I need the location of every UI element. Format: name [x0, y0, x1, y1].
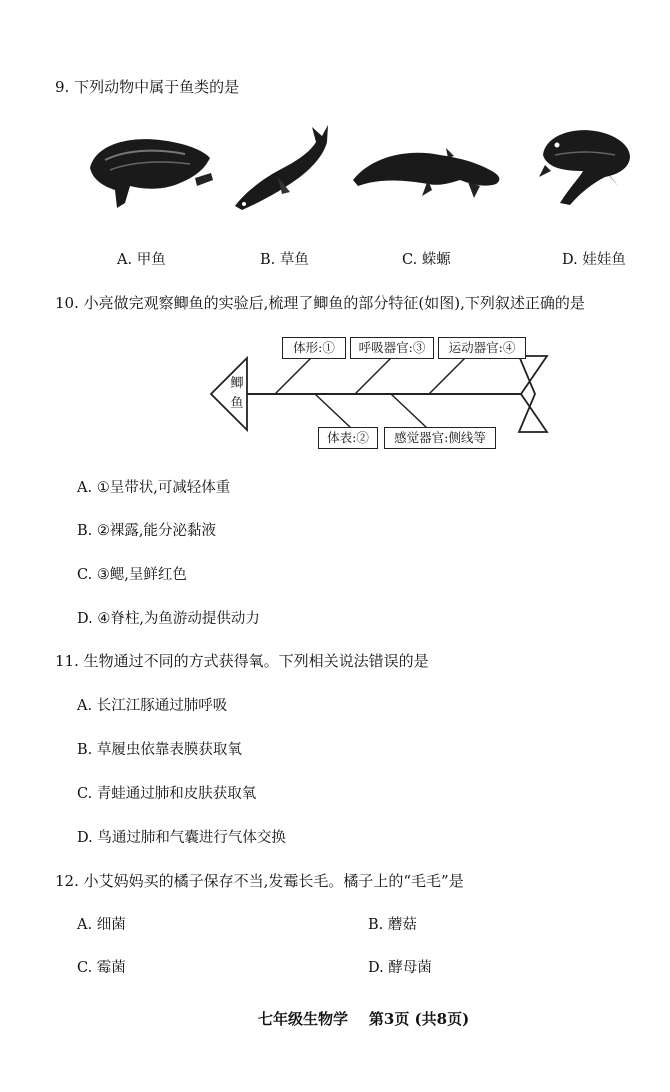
q10-stem: 10. 小亮做完观察鲫鱼的实验后,梳理了鲫鱼的部分特征(如图),下列叙述正确的是 [55, 294, 585, 312]
q10-option-d: D. ④脊柱,为鱼游动提供动力 [77, 611, 260, 627]
fish-head-char-1: 鲫 [230, 376, 244, 391]
q11-option-d: D. 鸟通过肺和气囊进行气体交换 [77, 830, 286, 846]
q12-option-c: C. 霉菌 [77, 960, 126, 976]
q12-option-d: D. 酵母菌 [368, 960, 432, 976]
q9-option-a: A. 甲鱼 [117, 252, 166, 268]
q10-option-c: C. ③鳃,呈鲜红色 [77, 567, 187, 583]
q9-stem: 9. 下列动物中属于鱼类的是 [55, 78, 240, 96]
fish-tail-shape [519, 356, 547, 432]
box-respiratory-organ: 呼吸器官:③ [350, 337, 434, 359]
q12-stem: 12. 小艾妈妈买的橘子保存不当,发霉长毛。橘子上的“毛毛”是 [55, 872, 464, 890]
page-footer: 七年级生物学 第3页 (共8页) [258, 1010, 470, 1028]
turtle-icon [85, 128, 215, 213]
q12-option-a: A. 细菌 [77, 917, 126, 933]
q9-option-c: C. 蝾螈 [402, 252, 451, 268]
q10-option-a: A. ①呈带状,可减轻体重 [77, 480, 231, 496]
giant-salamander-icon [535, 125, 635, 210]
q11-stem: 11. 生物通过不同的方式获得氧。下列相关说法错误的是 [55, 652, 429, 670]
q10-option-b: B. ②裸露,能分泌黏液 [77, 523, 216, 539]
q9-option-b: B. 草鱼 [260, 252, 309, 268]
newt-icon [350, 140, 505, 202]
q9-option-d: D. 娃娃鱼 [562, 252, 626, 268]
fish-icon [230, 122, 335, 214]
q11-option-a: A. 长江江豚通过肺呼吸 [77, 698, 228, 714]
box-body-shape: 体形:① [282, 337, 346, 359]
box-sense-organ: 感觉器官:侧线等 [384, 427, 496, 449]
box-motor-organ: 运动器官:④ [438, 337, 526, 359]
q11-option-b: B. 草履虫依靠表膜获取氧 [77, 742, 242, 758]
q12-option-b: B. 蘑菇 [368, 917, 417, 933]
box-body-surface: 体表:② [318, 427, 378, 449]
q11-option-c: C. 青蛙通过肺和皮肤获取氧 [77, 786, 257, 802]
fish-head-char-2: 鱼 [230, 396, 244, 411]
